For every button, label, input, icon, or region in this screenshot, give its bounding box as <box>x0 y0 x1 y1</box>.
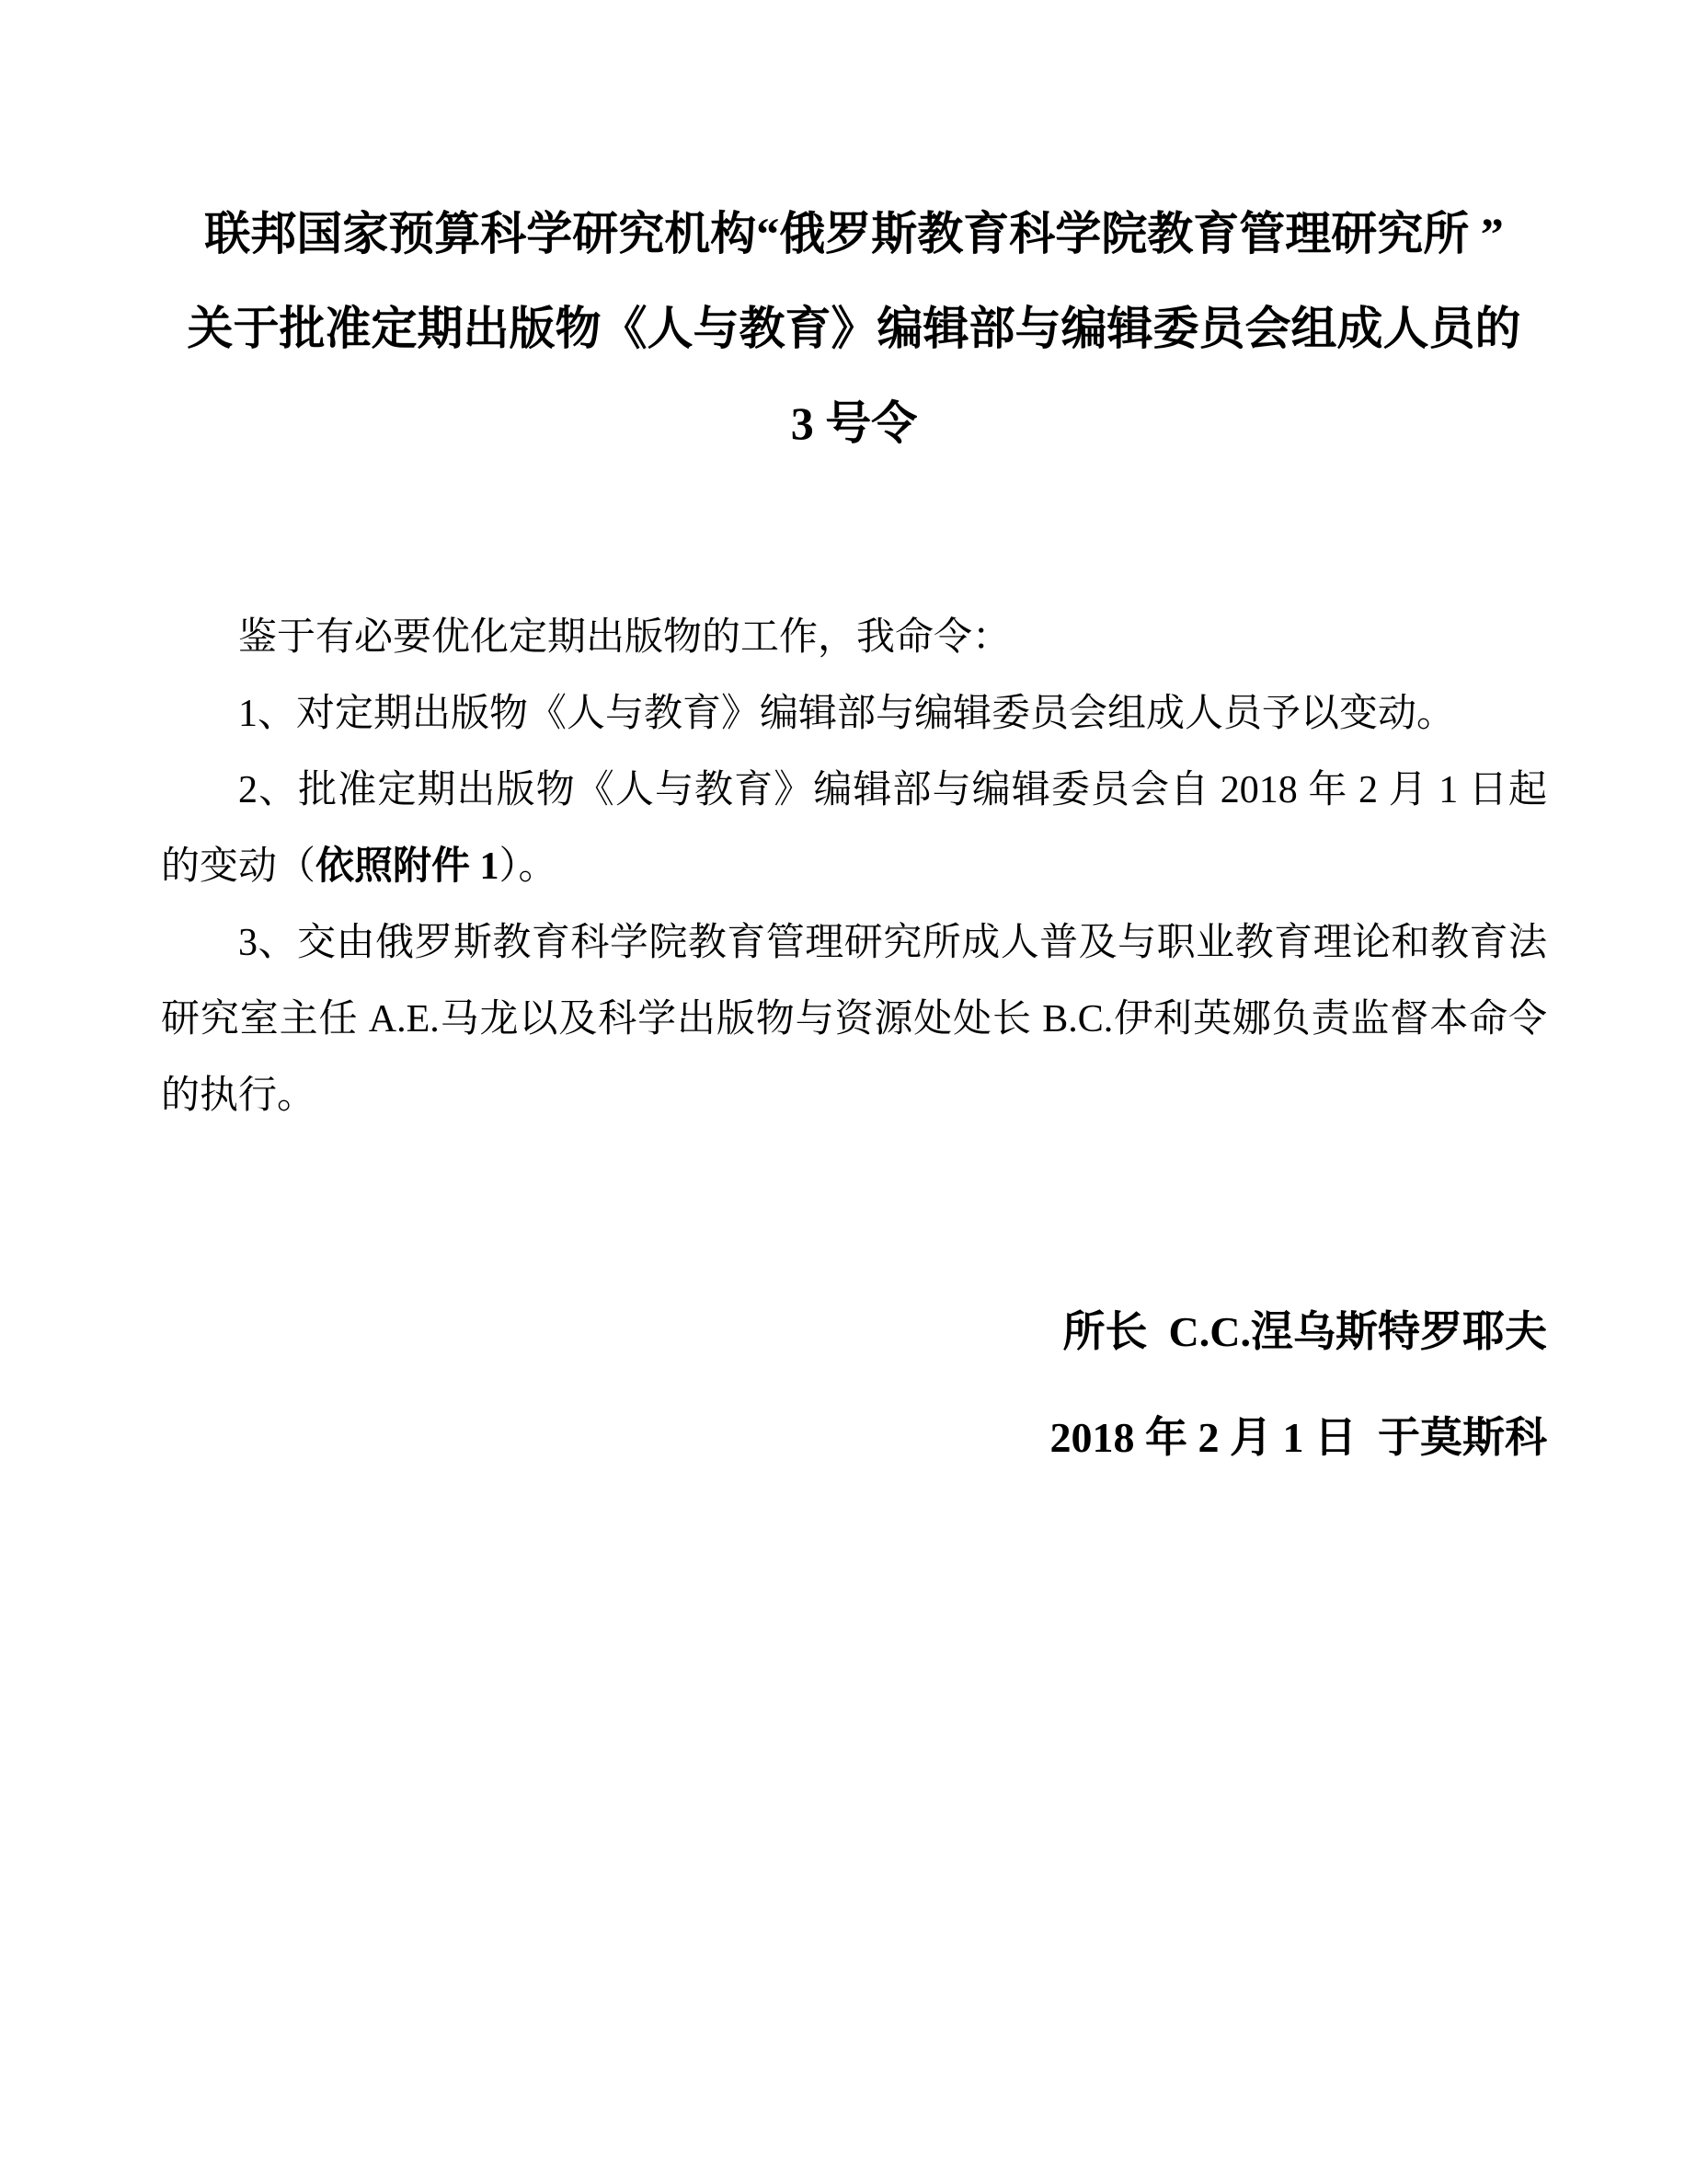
title-order-number: 3 号令 <box>790 397 918 449</box>
document-body <box>161 600 1547 1134</box>
paragraph-item-3 <box>161 905 1547 1134</box>
paragraph-item-3-text: 3、交由俄罗斯教育科学院教育管理研究所成人普及与职业教育理论和教育法研究室主任 A.E.马龙以及科学出版物与资源处处长 B.C.伊利英娜负责监督本命令的执行。 <box>161 922 1547 1117</box>
document-content <box>161 0 1547 1490</box>
paragraph-item-1-text: 1、对定期出版物《人与教育》编辑部与编辑委员会组成人员予以变动。 <box>238 693 1456 735</box>
paragraph-preamble-text: 鉴于有必要优化定期出版物的工作，我命令： <box>238 616 1012 659</box>
paragraph-preamble <box>161 600 1547 676</box>
paragraph-item-2-bold-attachment-ref: 依照附件 1 <box>315 845 499 888</box>
paragraph-item-1 <box>161 676 1547 753</box>
title-line-1: 联邦国家预算科学研究机构“俄罗斯教育科学院教育管理研究所 ” <box>204 208 1504 259</box>
paragraph-item-2-pre: 2、批准定期出版物《人与教育》编辑部与编辑委员会自 2018 年 2 月 1 日起的变动（ <box>161 769 1547 888</box>
signature-block <box>161 1279 1547 1490</box>
paragraph-item-2-post: ）。 <box>499 845 557 888</box>
paragraph-item-2 <box>161 753 1547 905</box>
signature-director-line: 所长 C.C.涅乌斯特罗耶夫 <box>1062 1308 1547 1355</box>
title-line-2: 关于批准定期出版物《人与教育》编辑部与编辑委员会组成人员的 <box>187 303 1521 354</box>
signature-date-line: 2018 年 2 月 1 日 于莫斯科 <box>1049 1414 1547 1461</box>
document-title <box>161 187 1547 471</box>
